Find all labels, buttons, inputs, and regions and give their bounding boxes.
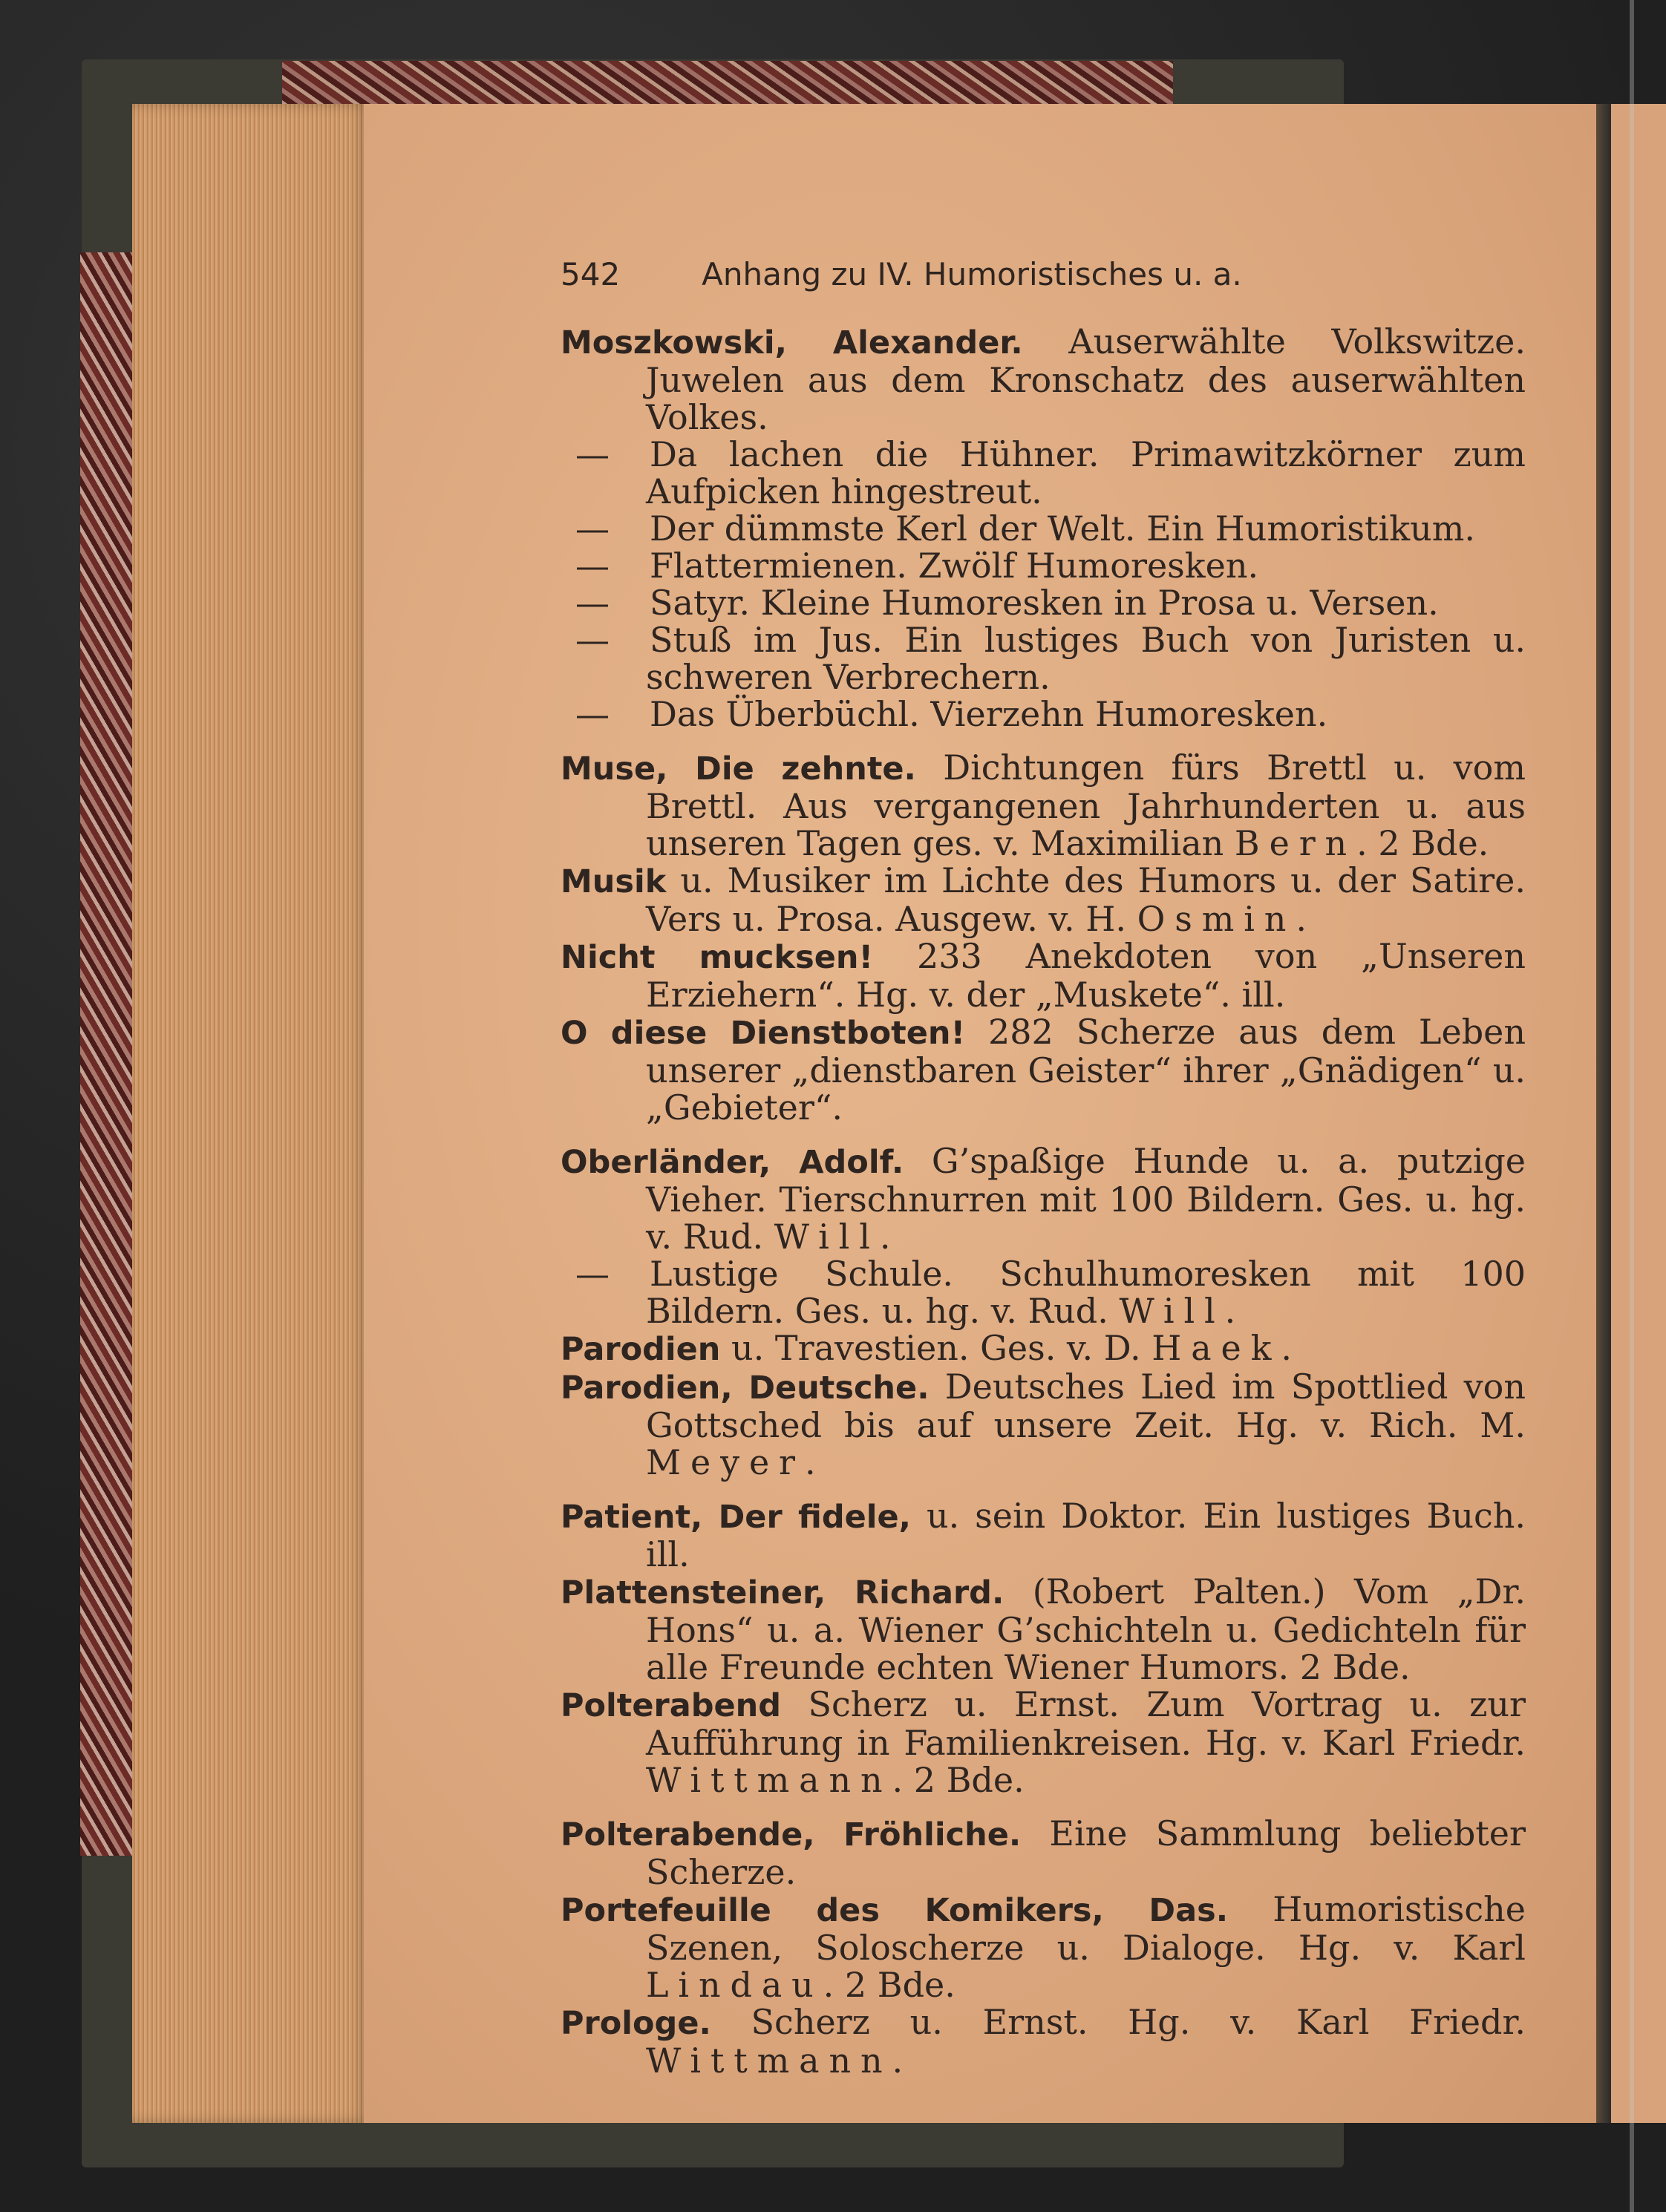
entry-parodien-deutsche: Parodien, Deutsche. Deutsches Lied im Spottlied von Gottsched bis auf unsere Zeit. Hg. v. Rich. M. Meyer.: [561, 1367, 1526, 1482]
entry-portefeuille: Portefeuille des Komikers, Das. Humoristische Szenen, Soloscherze u. Dialoge. Hg. v. Karl Lindau. 2 Bde.: [561, 1889, 1526, 2005]
entry-plattensteiner: Plattensteiner, Richard. (Robert Palten.) Vom „Dr. Hons“ u. a. Wiener G’schichteln u. Gedichteln für alle Freunde echten Wiener Humors. 2 Bde.: [561, 1571, 1526, 1687]
facing-page-edge: [1611, 104, 1666, 2123]
entry-musik: Musik u. Musiker im Lichte des Humors u. der Satire. Vers u. Prosa. Ausgew. v. H. Osmin.: [561, 860, 1526, 939]
entry-o-diese-dienstboten: O diese Dienstboten! 282 Scherze aus dem Leben unserer „dienstbaren Geister“ ihrer „Gnädigen“ u. „Gebieter“.: [561, 1012, 1526, 1128]
page-text: [561, 256, 1526, 2079]
entry-moszkowski-ueberbuechl: — Das Überbüchl. Vierzehn Humoresken.: [575, 694, 1328, 734]
page-number: 542: [561, 256, 621, 292]
entry-oberlaender-schule: — Lustige Schule. Schulhumoresken mit 100 Bildern. Ges. u. hg. v. Rud. Will.: [575, 1254, 1526, 1331]
entry-moszkowski-flattermienen: — Flattermienen. Zwölf Humoresken.: [575, 546, 1259, 586]
entry-moszkowski: Moszkowski, Alexander. Auserwählte Volkswitze. Juwelen aus dem Kronschatz des auserwählten Volkes.: [561, 321, 1526, 437]
page-block-edge: [132, 104, 370, 2123]
entry-moszkowski-kerl: — Der dümmste Kerl der Welt. Ein Humoristikum.: [575, 508, 1475, 549]
marbled-edge-left: [80, 252, 132, 1856]
entry-muse: Muse, Die zehnte. Dichtungen fürs Brettl u. vom Brettl. Aus vergangenen Jahrhunderten u. aus unseren Tagen ges. v. Maximilian Bern. 2 Bde.: [561, 747, 1526, 863]
entry-moszkowski-satyr: — Satyr. Kleine Humoresken in Prosa u. Versen.: [575, 583, 1439, 623]
entry-patient: Patient, Der fidele, u. sein Doktor. Ein lustiges Buch. ill.: [561, 1496, 1526, 1574]
entry-polterabend: Polterabend Scherz u. Ernst. Zum Vortrag u. zur Aufführung in Familienkreisen. Hg. v. Karl Friedr. Wittmann. 2 Bde.: [561, 1684, 1526, 1800]
entry-oberlaender: Oberländer, Adolf. G’spaßige Hunde u. a. putzige Vieher. Tierschnurren mit 100 Bildern. Ges. u. hg. v. Rud. Will.: [561, 1141, 1526, 1257]
entry-polterabende: Polterabende, Fröhliche. Eine Sammlung beliebter Scherze.: [561, 1813, 1526, 1892]
glass-plate-edge: [1630, 0, 1634, 2212]
entry-moszkowski-stuss: — Stuß im Jus. Ein lustiges Buch von Juristen u. schweren Verbrechern.: [575, 620, 1526, 697]
entry-parodien: Parodien u. Travestien. Ges. v. D. Haek.: [561, 1328, 1292, 1368]
entry-nicht-mucksen: Nicht mucksen! 233 Anekdoten von „Unseren Erziehern“. Hg. v. der „Muskete“. ill.: [561, 936, 1526, 1015]
running-title: Anhang zu IV. Humoristisches u. a.: [702, 256, 1242, 292]
book-gutter: [1596, 104, 1611, 2123]
entry-prologe: Prologe. Scherz u. Ernst. Hg. v. Karl Friedr. Wittmann.: [561, 2002, 1526, 2081]
running-header: [561, 256, 1526, 293]
entry-moszkowski-hühner: — Da lachen die Hühner. Primawitzkörner zum Aufpicken hingestreut.: [575, 434, 1526, 511]
